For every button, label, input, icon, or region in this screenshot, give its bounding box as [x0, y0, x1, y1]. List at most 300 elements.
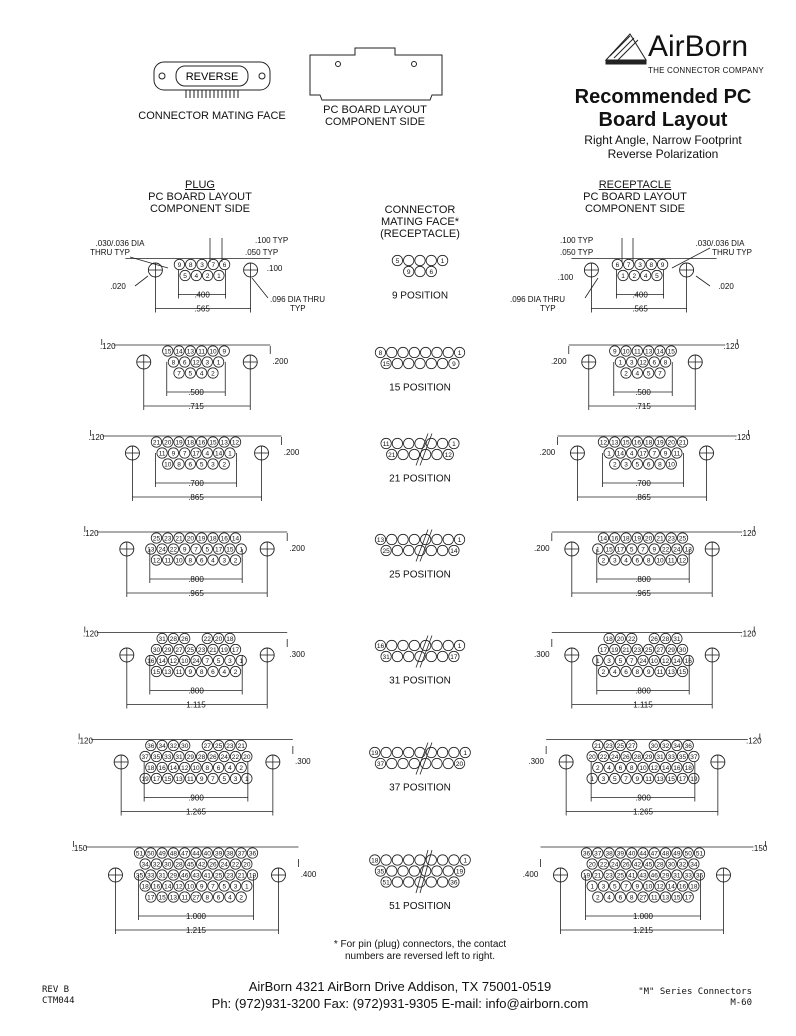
row-7-receptacle-pin-label: 11: [650, 894, 658, 902]
plug-heading-line-2: PC BOARD LAYOUT: [148, 191, 252, 203]
row-6-plug-pin-label: 2: [239, 765, 244, 773]
row-2-face-pin: [426, 358, 436, 368]
row-6-plug-pin-label: 7: [211, 776, 215, 784]
row-4-plug-pin-label: 24: [158, 546, 166, 554]
row-6-plug-pin-label: 28: [198, 754, 206, 762]
row-3-face-pin-label: 1: [452, 441, 456, 449]
row-5-receptacle-pin-label: 16: [684, 658, 692, 666]
row-6-plug-pin-label: 29: [186, 754, 194, 762]
row-7-plug-pin-label: 6: [216, 894, 221, 902]
row-6-plug-overall-label: 1.265: [185, 807, 207, 817]
row-6-face-pin: [437, 747, 447, 757]
row-6-receptacle-pin-label: 6: [618, 765, 623, 773]
row-7-receptacle-pin-label: 48: [661, 850, 670, 858]
row-4-receptacle-pin-label: 2: [601, 557, 606, 565]
row-7-receptacle-pin-label: 10: [645, 883, 653, 891]
row-5-receptacle-pin-label: 11: [656, 669, 664, 677]
row-1-plug-pin-label: 3: [200, 262, 204, 270]
row-6-plug-pin-label: 24: [220, 754, 228, 762]
row-3-plug-pin-label: 11: [158, 450, 166, 458]
receptacle-dia096-label: .096 DIA THRU: [510, 295, 565, 304]
row-2-face-pin: [443, 347, 453, 357]
row-7-plug-pin-label: 11: [181, 894, 189, 902]
row-1-plug-pin-label: 8: [188, 262, 193, 270]
row-2-plug-overall-label: .715: [188, 402, 204, 411]
row-7-receptacle-pin-label: 12: [656, 883, 664, 891]
row-3-face-pin: [392, 438, 402, 448]
row-5-plug-pin-label: 22: [203, 636, 211, 644]
row-4-face-pin: [398, 534, 408, 544]
row-7-plug-pin-label: 25: [214, 872, 223, 880]
row-7-plug-pin-label: 45: [186, 861, 194, 869]
row-3-face-pin: [432, 449, 442, 459]
row-6-receptacle-pin-label: 30: [650, 743, 658, 751]
row-6-face-pin-label: 37: [376, 761, 385, 769]
row-2-plug-pin-label: 3: [205, 359, 210, 367]
row-7-plug-pin-label: 30: [164, 861, 172, 869]
row-7-plug-pin-label: 21: [237, 872, 245, 880]
row-1-position-label: 9 POSITION: [391, 290, 449, 302]
row-3-receptacle-pin-label: 11: [673, 450, 681, 458]
row-5-receptacle-pin-label: 21: [622, 647, 630, 655]
row-5-plug-pin-label: 17: [231, 647, 240, 655]
row-4-plug-pin-label: 4: [211, 557, 215, 565]
logo-tagline: THE CONNECTOR COMPANY: [648, 66, 764, 75]
receptacle-dia096-typ-label: TYP: [540, 304, 556, 313]
row-4-face-pin: [437, 545, 447, 555]
row-5-plug-pin-label: 25: [186, 647, 194, 655]
row-7-plug-pin-label: 46: [181, 872, 189, 880]
row-3-face-pin-label: 12: [444, 452, 452, 460]
row-6-plug-pin-label: 4: [228, 765, 232, 773]
row-2-plug-pin-label: 13: [186, 348, 194, 356]
row-2-plug-pin-label: 6: [182, 359, 187, 367]
row-6-plug-pin-label: 26: [209, 754, 217, 762]
plug-dia096-label: .096 DIA THRU: [270, 295, 325, 304]
row-5-receptacle-pin-label: 8: [635, 669, 640, 677]
row-7-receptacle-pin-label: 30: [667, 861, 675, 869]
row-3-receptacle-pin-label: 13: [611, 439, 619, 447]
row-3-receptacle-pin-label: 18: [645, 439, 653, 447]
row-6-face-pin: [449, 747, 459, 757]
row-2-face-pin-label: 15: [382, 361, 390, 369]
row-7-plug-overall-label: 1.215: [185, 926, 207, 935]
receptacle-020-label: .020: [718, 282, 734, 291]
plug-heading-line-1: PLUG: [185, 179, 215, 191]
row-7-face-pin: [449, 855, 459, 865]
row-1-face-pin: [415, 255, 425, 265]
row-5-plug-pin-label: 19: [220, 647, 228, 655]
row-7-face-pin: [404, 855, 414, 865]
center-heading-line-1: CONNECTOR: [384, 204, 456, 216]
row-2-receptacle-pin-label: 8: [663, 359, 668, 367]
row-7-receptacle-pin-label: 19: [582, 872, 591, 880]
row-7-receptacle-pin-label: 41: [628, 872, 636, 880]
row-6-receptacle-pin-label: 18: [684, 765, 692, 773]
row-5-receptacle-pin-label: 27: [656, 647, 664, 655]
row-5-face-pin-label: 1: [457, 643, 462, 651]
row-2-receptacle-pin-label: 15: [667, 348, 675, 356]
row-7-plug-pin-label: 12: [175, 883, 183, 891]
row-5-receptacle-pin-label: 4: [612, 669, 617, 677]
row-5-plug-pin-label: 20: [214, 636, 223, 644]
row-7-face-pin-label: 35: [376, 868, 385, 876]
row-4-plug-pin-label: 25: [152, 535, 161, 543]
pcb-caption-line-2: COMPONENT SIDE: [324, 116, 426, 128]
receptacle-020-leader: [696, 276, 710, 286]
row-7-plug-pin-label: 39: [214, 850, 223, 858]
row-3-face-pin: [398, 449, 408, 459]
row-2-plug-pin-label: 15: [164, 348, 172, 356]
row-3-face-pin: [415, 438, 425, 448]
row-3-plug-pin-label: 9: [171, 450, 176, 458]
row-7-receptacle-pin-label: 31: [673, 872, 681, 880]
row-7-receptacle-pin-label: 29: [661, 872, 670, 880]
row-6-receptacle-pin-label: 19: [690, 776, 698, 784]
row-5-plug-pin-label: 8: [199, 669, 204, 677]
row-7-face-pin: [426, 855, 436, 865]
row-7-face-pin-label: 19: [455, 868, 464, 876]
row-3-plug-pin-label: 5: [199, 461, 204, 469]
row-6-plug-width-label: .900: [188, 793, 204, 803]
row-5-face-pin: [409, 640, 419, 650]
row-5-receptacle-pin-label: 15: [678, 669, 687, 677]
row-3-receptacle-pin-label: 17: [639, 450, 647, 458]
row-4-plug-pin-label: 8: [188, 557, 193, 565]
row-6-plug-pin-label: 17: [152, 776, 161, 784]
row-6-plug-pin-label: 23: [226, 743, 234, 751]
row-7-position-label: 51 POSITION: [389, 901, 451, 912]
row-7-plug-pin-label: 50: [147, 850, 155, 858]
row-5-plug-pin-label: 11: [175, 669, 183, 677]
row-2-plug-left-label: .120: [99, 342, 116, 351]
row-6-receptacle-right-label: .300: [528, 757, 544, 766]
receptacle-heading-line-2: PC BOARD LAYOUT: [583, 191, 687, 203]
row-2-plug-pin-label: 11: [198, 348, 206, 356]
row-6-receptacle-pin-label: 27: [628, 743, 636, 751]
row-7-receptacle-pin-label: 45: [645, 861, 653, 869]
row-7-receptacle-pin-label: 16: [678, 883, 687, 891]
row-2-face-pin: [404, 358, 414, 368]
row-2-face-pin: [398, 347, 408, 357]
row-3-plug-pin-label: 16: [198, 439, 206, 447]
row-5-face-pin-label: 16: [376, 643, 385, 651]
row-3-plug-width-label: .700: [188, 479, 204, 488]
row-3-receptacle-pin-label: 7: [652, 450, 657, 458]
row-6-receptacle-pin-label: 14: [661, 765, 670, 773]
plug-dia-label: .030/.036 DIA: [95, 239, 145, 248]
row-2-plug-pin-label: 7: [177, 370, 181, 378]
row-2-face-pin-label: 8: [378, 350, 383, 358]
row-2-receptacle-pin-label: 12: [639, 359, 647, 367]
row-7-receptacle-pin-label: 51: [695, 850, 704, 858]
row-4-face-pin: [404, 545, 414, 555]
row-6-receptacle-pin-label: 33: [667, 754, 675, 762]
row-4-plug-pin-label: 3: [222, 557, 227, 565]
row-7-receptacle-pin-label: 34: [690, 861, 698, 869]
row-2-receptacle-overall-label: .715: [635, 402, 651, 411]
row-7-plug-pin-label: 38: [226, 850, 234, 858]
row-6-plug-pin-label: 20: [243, 754, 251, 762]
row-5-receptacle-pin-label: 30: [678, 647, 687, 655]
row-7-receptacle-pin-label: 24: [611, 861, 619, 869]
row-7-face-pin: [392, 877, 402, 887]
row-5-face-pin: [443, 640, 453, 650]
row-7-receptacle-pin-label: 20: [588, 861, 596, 869]
row-6-plug-pin-label: 31: [175, 754, 183, 762]
row-2-face-pin-label: 1: [457, 350, 462, 358]
row-7-plug-pin-label: 5: [222, 883, 227, 891]
row-1-plug-side-label: .100: [266, 264, 283, 273]
row-4-plug-pin-label: 19: [198, 535, 206, 543]
row-7-plug-width-label: 1.000: [185, 912, 207, 921]
row-5-plug-pin-label: 5: [216, 658, 221, 666]
row-7-plug-pin-label: 26: [209, 861, 217, 869]
row-3-face-pin: [404, 438, 414, 448]
row-2-receptacle-pin-label: 13: [645, 348, 653, 356]
row-7-receptacle-pin-label: 27: [639, 894, 647, 902]
row-6-face-pin: [381, 747, 391, 757]
row-6-receptacle-left-label: .120: [746, 736, 762, 746]
row-5-face-pin-label: 17: [450, 654, 458, 662]
pcb-layout-figure: [310, 48, 442, 100]
row-7-receptacle-pin-label: 28: [656, 861, 664, 869]
row-6-face-pin: [432, 758, 442, 768]
row-6-receptacle-pin-label: 26: [622, 754, 630, 762]
row-7-plug-pin-label: 3: [233, 883, 238, 891]
row-2-receptacle-width-label: .500: [635, 388, 651, 397]
row-5-receptacle-pin-label: 2: [601, 669, 606, 677]
row-6-receptacle-pin-label: 15: [667, 776, 675, 784]
row-7-plug-pin-label: 24: [220, 861, 228, 869]
row-4-face-pin-label: 25: [382, 548, 390, 556]
row-5-plug-pin-label: 16: [147, 658, 155, 666]
row-7-face-pin: [432, 866, 442, 876]
row-3-receptacle-pin-label: 5: [635, 461, 640, 469]
row-4-receptacle-left-label: .120: [740, 529, 756, 538]
row-3-plug-pin-label: 20: [164, 439, 172, 447]
row-7-face-pin-label: 36: [450, 879, 458, 887]
row-1-receptacle-pin-label: 7: [626, 262, 631, 270]
row-4-plug-pin-label: 23: [164, 535, 172, 543]
row-4-receptacle-pin-label: 9: [652, 546, 657, 554]
row-5-plug-pin-label: 28: [169, 636, 178, 644]
row-7-plug-pin-label: 43: [192, 872, 200, 880]
row-5-plug-pin-label: 1: [239, 658, 244, 666]
row-7-plug-pin-label: 29: [169, 872, 178, 880]
row-4-plug-pin-label: 5: [205, 546, 210, 554]
row-5-plug-pin-label: 12: [169, 658, 178, 666]
row-4-position-label: 25 POSITION: [389, 569, 451, 581]
row-1-face-pin: [404, 255, 414, 265]
row-6-receptacle-pin-label: 7: [624, 776, 628, 784]
row-7-receptacle-pin-label: 44: [639, 850, 647, 858]
row-3-plug-right-label: .200: [283, 448, 300, 457]
row-2-plug-pin-label: 10: [209, 348, 217, 356]
row-6-receptacle-pin-label: 24: [611, 754, 619, 762]
center-heading-line-3: (RECEPTACLE): [380, 228, 460, 240]
plug-dia096-leader: [252, 278, 268, 298]
row-1-face-pin-label: 9: [406, 269, 411, 277]
row-4-receptacle-pin-label: 14: [599, 535, 608, 543]
row-1-receptacle-pin-label: 5: [655, 273, 659, 281]
row-1-receptacle-pin-label: 1: [621, 273, 625, 281]
row-7-receptacle-pin-label: 43: [639, 872, 647, 880]
row-7-receptacle-width-label: 1.000: [632, 912, 654, 921]
row-6-receptacle-pin-label: 2: [595, 765, 600, 773]
receptacle-typ050-label: .050 TYP: [560, 248, 594, 257]
row-1-face-pin-label: 6: [429, 269, 434, 277]
row-4-plug-pin-label: 14: [231, 535, 240, 543]
row-4-receptacle-pin-label: 7: [641, 546, 645, 554]
row-4-receptacle-pin-label: 6: [635, 557, 640, 565]
row-7-plug-pin-label: 14: [164, 883, 172, 891]
row-7-face-pin-label: 1: [463, 857, 468, 865]
row-7-face-pin: [409, 866, 419, 876]
row-4-receptacle-pin-label: 18: [622, 535, 630, 543]
row-5-receptacle-pin-label: 12: [661, 658, 670, 666]
row-1-receptacle-pin-label: 6: [615, 262, 620, 270]
row-5-plug-right-label: .300: [289, 650, 305, 659]
row-5-face-pin: [437, 651, 447, 661]
row-2-receptacle-pin-label: 9: [612, 348, 617, 356]
row-3-receptacle-pin-label: 12: [599, 439, 608, 447]
row-6-receptacle-pin-label: 16: [673, 765, 681, 773]
row-4-plug-left-label: .120: [83, 529, 99, 538]
row-1-receptacle-pin-label: 2: [632, 273, 637, 281]
row-7-plug-pin-label: 37: [237, 850, 245, 858]
plug-020-leader: [135, 276, 148, 286]
row-7-receptacle-left-label: .150: [751, 844, 768, 853]
row-2-plug-pin-label: 9: [222, 348, 227, 356]
row-3-receptacle-pin-label: 8: [658, 461, 662, 469]
row-5-plug-pin-label: 24: [192, 658, 200, 666]
row-2-plug-pin-label: 2: [211, 370, 215, 378]
row-7-plug-pin-label: 15: [158, 894, 166, 902]
row-7-receptacle-pin-label: 50: [684, 850, 692, 858]
row-3-plug-pin-label: 18: [186, 439, 194, 447]
row-2-plug-pin-label: 1: [216, 359, 221, 367]
row-1-plug-pin-label: 1: [217, 273, 221, 281]
row-5-receptacle-pin-label: 9: [646, 669, 651, 677]
row-6-plug-pin-label: 34: [158, 743, 166, 751]
row-7-plug-pin-label: 1: [245, 883, 249, 891]
row-4-face-pin: [432, 534, 442, 544]
row-6-receptacle-pin-label: 1: [590, 776, 594, 784]
row-2-face-pin: [437, 358, 447, 368]
row-3-face-pin: [437, 438, 447, 448]
row-7-plug-pin-label: 9: [199, 883, 204, 891]
row-4-plug-pin-label: 6: [199, 557, 204, 565]
row-1-face-pin: [415, 266, 425, 276]
row-2-receptacle-pin-label: 4: [635, 370, 640, 378]
row-4-plug-overall-label: .965: [188, 589, 204, 598]
row-3-plug-pin-label: 21: [152, 439, 161, 447]
row-5-plug-left-label: .120: [83, 629, 99, 639]
row-6-plug-pin-label: 36: [147, 743, 155, 751]
row-5-receptacle-pin-label: 18: [605, 636, 613, 644]
row-7-receptacle-pin-label: 46: [650, 872, 658, 880]
row-5-receptacle-left-label: .120: [740, 629, 756, 639]
row-3-receptacle-pin-label: 1: [607, 450, 611, 458]
row-5-plug-pin-label: 7: [205, 658, 210, 666]
row-7-receptacle-pin-label: 3: [601, 883, 606, 891]
row-3-plug-pin-label: 6: [188, 461, 193, 469]
row-7-plug-left-label: .150: [71, 844, 88, 853]
row-4-plug-width-label: .800: [188, 575, 204, 584]
row-2-plug-width-label: .500: [188, 388, 204, 397]
row-4-face-pin: [392, 545, 402, 555]
row-5-face-pin: [398, 640, 408, 650]
footnote-line-2: numbers are reversed left to right.: [344, 951, 496, 962]
row-7-receptacle-pin-label: 7: [624, 883, 628, 891]
row-5-face-pin: [392, 651, 402, 661]
row-4-plug-pin-label: 12: [152, 557, 161, 565]
row-6-face-pin-label: 1: [463, 750, 468, 758]
row-7-receptacle-pin-label: 42: [633, 861, 641, 869]
row-7-plug-pin-label: 36: [248, 850, 257, 858]
row-5-plug-pin-label: 2: [233, 669, 238, 677]
revision-label: REV B: [42, 985, 70, 995]
row-6-receptacle-pin-label: 31: [656, 754, 664, 762]
title-line-2: Board Layout: [598, 109, 728, 131]
row-6-face-pin: [404, 747, 414, 757]
airborn-logo-icon: [606, 34, 646, 64]
row-7-receptacle-pin-label: 36: [582, 850, 591, 858]
row-3-plug-pin-label: 13: [220, 439, 228, 447]
row-4-receptacle-pin-label: 24: [673, 546, 681, 554]
row-6-receptacle-pin-label: 32: [661, 743, 670, 751]
row-6-plug-pin-label: 5: [222, 776, 227, 784]
row-4-face-pin: [409, 534, 419, 544]
pcb-caption-line-1: PC BOARD LAYOUT: [323, 104, 427, 116]
row-5-plug-pin-label: 18: [226, 636, 234, 644]
row-5-receptacle-pin-label: 26: [650, 636, 658, 644]
row-6-plug-right-label: .300: [295, 757, 311, 766]
row-5-receptacle-pin-label: 3: [607, 658, 611, 666]
row-2-plug-pin-label: 8: [171, 359, 176, 367]
row-3-plug-pin-label: 7: [182, 450, 187, 458]
row-7-plug-pin-label: 10: [186, 883, 194, 891]
row-6-receptacle-pin-label: 29: [645, 754, 653, 762]
footer-address: AirBorn 4321 AirBorn Drive Addison, TX 75001-0519: [248, 979, 552, 994]
row-7-receptacle-pin-label: 35: [695, 872, 704, 880]
row-4-receptacle-pin-label: 21: [656, 535, 664, 543]
row-7-receptacle-pin-label: 25: [616, 872, 625, 880]
row-4-face-pin-label: 1: [457, 537, 462, 545]
row-7-plug-pin-label: 27: [192, 894, 200, 902]
row-4-plug-pin-label: 13: [147, 546, 155, 554]
row-5-receptacle-pin-label: 25: [645, 647, 653, 655]
row-1-plug-pin-label: 7: [211, 262, 216, 270]
row-1-face-pin: [426, 255, 436, 265]
row-5-plug-pin-label: 23: [198, 647, 206, 655]
row-2-face-pin: [420, 347, 430, 357]
row-7-receptacle-pin-label: 22: [599, 861, 608, 869]
row-4-face-pin-label: 13: [376, 537, 385, 545]
row-5-receptacle-pin-label: 29: [667, 647, 675, 655]
row-6-face-pin: [415, 747, 425, 757]
row-7-receptacle-pin-label: 6: [618, 894, 623, 902]
row-7-receptacle-pin-label: 33: [684, 872, 692, 880]
row-1-plug-pin-label: 9: [177, 262, 182, 270]
row-4-plug-pin-label: 17: [214, 546, 223, 554]
row-6-receptacle-width-label: .900: [635, 793, 651, 803]
receptacle-dia-label: .030/.036 DIA: [695, 239, 745, 248]
row-5-plug-pin-label: 4: [222, 669, 227, 677]
row-5-receptacle-pin-label: 17: [599, 647, 608, 655]
row-3-receptacle-pin-label: 3: [624, 461, 628, 469]
